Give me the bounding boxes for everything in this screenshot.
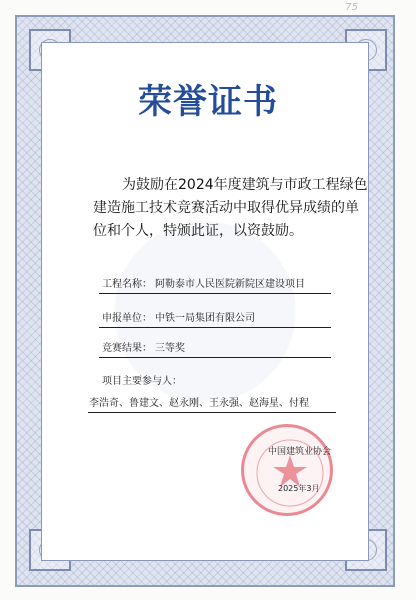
colon-separator: ：	[142, 279, 152, 290]
colon-separator: ：	[142, 313, 152, 324]
colon-separator: ：	[142, 343, 152, 354]
result-label: 竞赛结果	[102, 343, 142, 354]
unit-label: 申报单位	[102, 313, 142, 324]
project-label: 工程名称	[102, 279, 142, 290]
result-value: 三等奖	[155, 343, 185, 354]
official-seal	[241, 424, 333, 516]
result-row	[102, 343, 185, 355]
unit-underline	[99, 327, 331, 328]
certificate-intro	[93, 174, 368, 243]
project-underline	[99, 293, 331, 294]
intro-line-2: 建造施工技术竞赛活动中取得优异成绩的单	[93, 200, 359, 216]
certificate-title: 荣誉证书	[138, 82, 278, 122]
participants-label: 项目主要参与人：	[102, 376, 182, 387]
handwritten-mark: 75	[345, 2, 358, 13]
result-underline	[99, 357, 331, 358]
unit-value: 中铁一局集团有限公司	[155, 313, 255, 324]
intro-line-3: 位和个人，特颁此证，以资鼓励。	[93, 223, 303, 239]
intro-line-1: 为鼓励在2024年度建筑与市政工程绿色	[122, 177, 368, 193]
issuer-name: 中国建筑业协会	[268, 447, 332, 457]
project-row	[102, 279, 305, 291]
participant-names: 李浩奇、鲁建文、赵永刚、王永强、赵海星、付程	[89, 398, 309, 409]
seal-star-icon	[244, 427, 336, 519]
project-value: 阿勒泰市人民医院新院区建设项目	[155, 279, 305, 290]
issue-date: 2025年3月	[278, 484, 320, 493]
unit-row	[102, 313, 255, 325]
participants-underline	[88, 412, 336, 413]
